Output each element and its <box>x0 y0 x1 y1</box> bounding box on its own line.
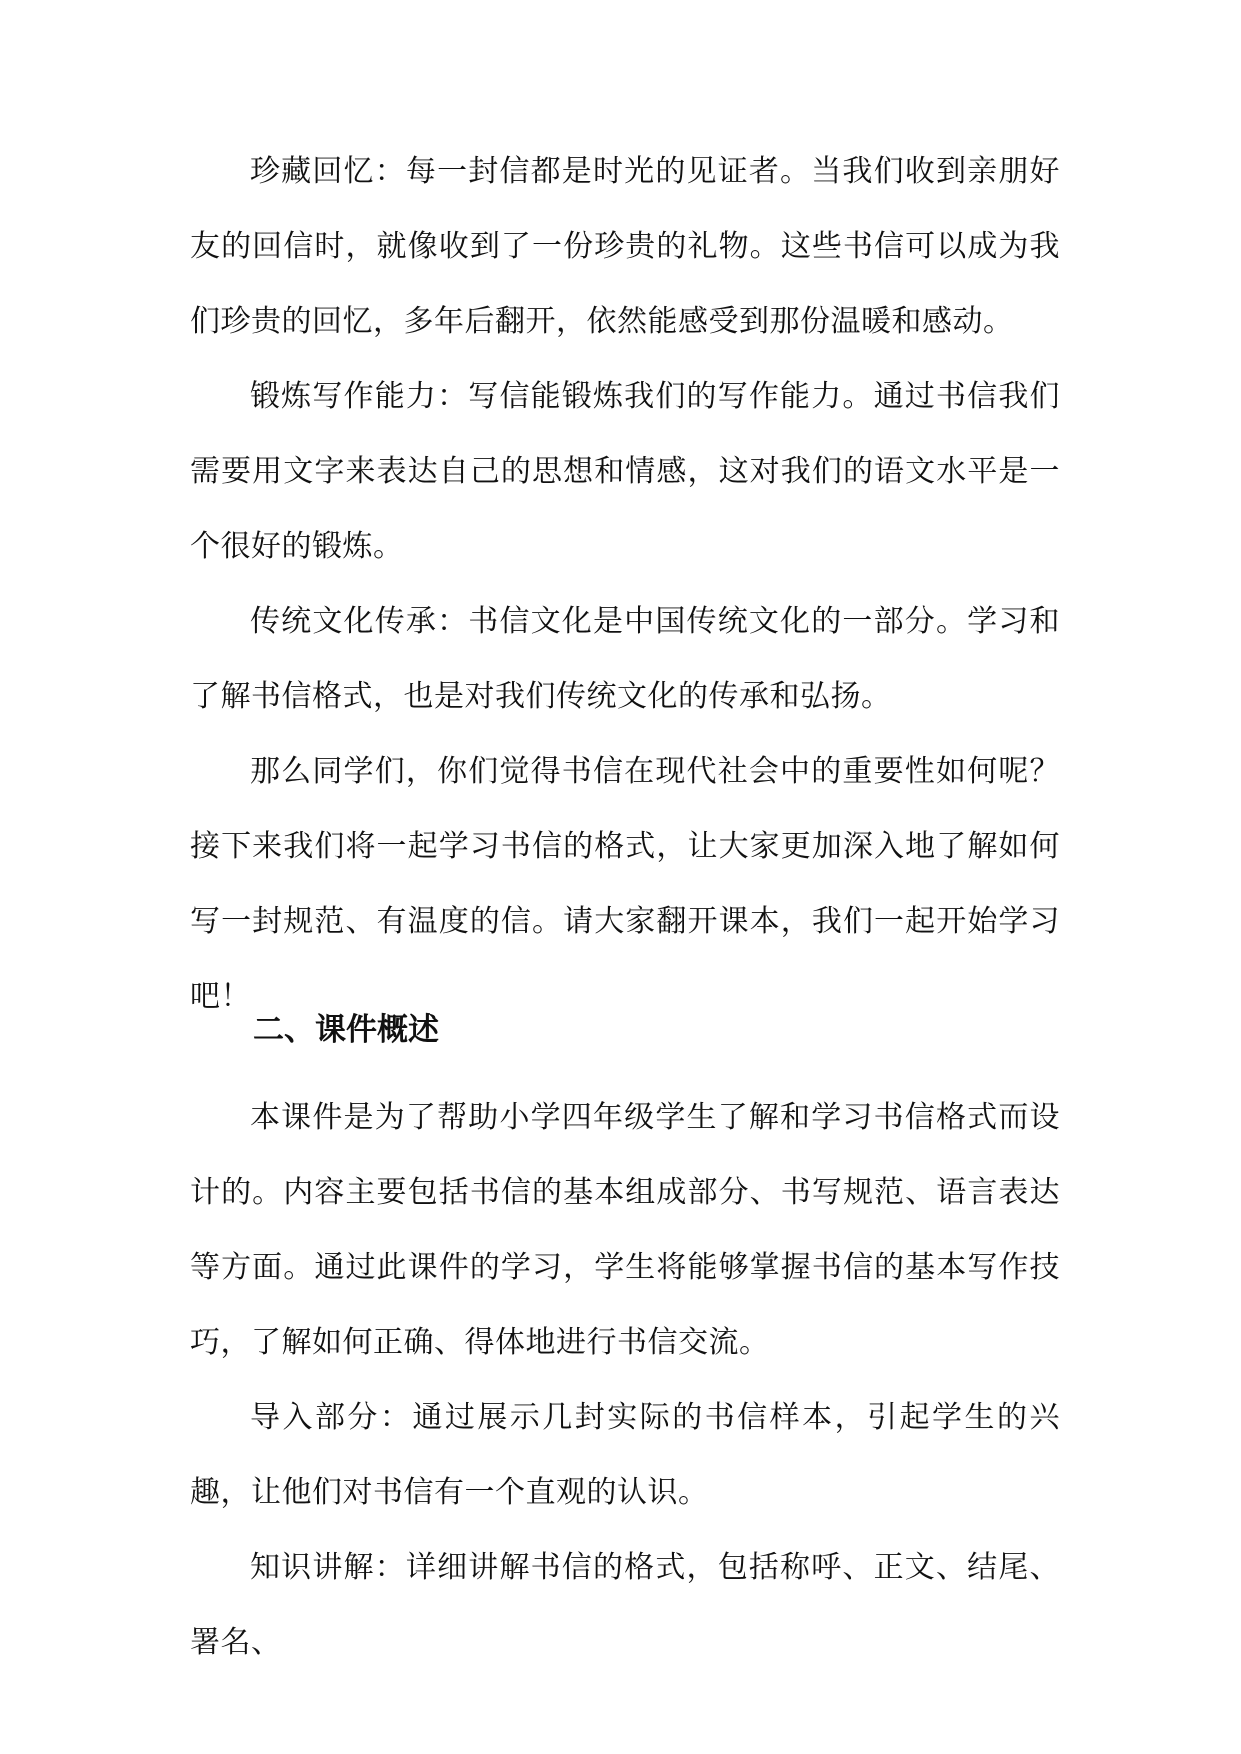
paragraph-traditional-culture: 传统文化传承：书信文化是中国传统文化的一部分。学习和了解书信格式，也是对我们传统文化的传承和弘扬。 <box>190 604 1060 714</box>
paragraph-knowledge-explanation: 知识讲解：详细讲解书信的格式，包括称呼、正文、结尾、署名、 <box>190 1550 1060 1660</box>
paragraph-cherish-memories: 珍藏回忆：每一封信都是时光的见证者。当我们收到亲朋好友的回信时，就像收到了一份珍贵的礼物。这些书信可以成为我们珍贵的回忆，多年后翻开，依然能感受到那份温暖和感动。 <box>190 154 1060 339</box>
section-heading-courseware-overview: 二、课件概述 <box>253 1012 439 1048</box>
paragraph-transition-question: 那么同学们，你们觉得书信在现代社会中的重要性如何呢？接下来我们将一起学习书信的格式，让大家更加深入地了解如何写一封规范、有温度的信。请大家翻开课本，我们一起开始学习吧！ <box>190 754 1060 1014</box>
paragraph-writing-skills: 锻炼写作能力：写信能锻炼我们的写作能力。通过书信我们需要用文字来表达自己的思想和情感，这对我们的语文水平是一个很好的锻炼。 <box>190 379 1060 564</box>
paragraph-courseware-summary: 本课件是为了帮助小学四年级学生了解和学习书信格式而设计的。内容主要包括书信的基本组成部分、书写规范、语言表达等方面。通过此课件的学习，学生将能够掌握书信的基本写作技巧，了解如何正确、得体地进行书信交流。 <box>190 1100 1060 1360</box>
paragraph-introduction-part: 导入部分：通过展示几封实际的书信样本，引起学生的兴趣，让他们对书信有一个直观的认识。 <box>190 1400 1060 1510</box>
